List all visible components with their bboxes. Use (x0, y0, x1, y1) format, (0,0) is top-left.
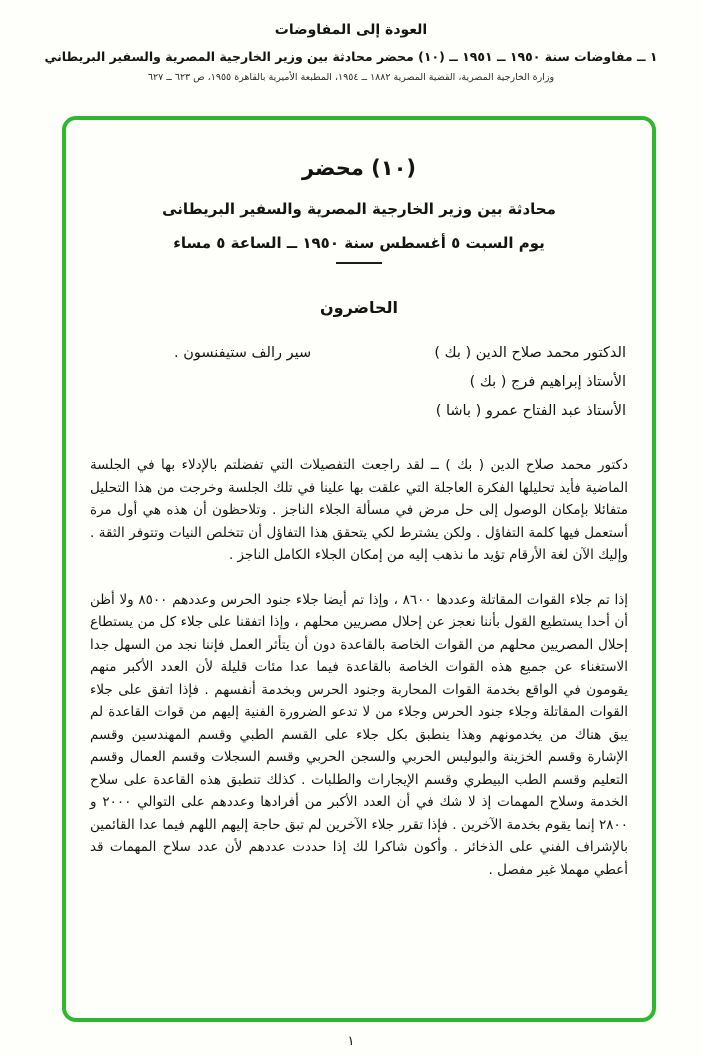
paragraph: إذا تم جلاء القوات المقاتلة وعددها ٨٦٠٠ ، وإذا تم أيضا جلاء جنود الحرس وعددهم ٨٥٠٠ ولا أظن أن أحدا يستطيع القول بأننا نعجز عن إحلال مصريين محلهم ، وإذا اتفقنا على جلاء كل من يستطاع إحلال المصريين محلهم من القوات الخاصة بالقاعدة دون أن يتأثر العمل فإننا نجد من السهل جدا الاستغناء عن جميع هذه القوات الخاصة بالقاعدة فيما عدا مئات قليلة لأن العدد الأكبر منهم يقومون في الواقع بخدمة القوات المحاربة وجنود الحرس وبخدمة أنفسهم . فإذا اتفق على جلاء القوات المقاتلة وجلاء جنود الحرس وجلاء من لا تدعو الضرورة الفنية إليهم من قوات القاعدة لم يبق هناك من يخدمونهم وهذا ينطبق بكل جلاء على القسم الطبي وقسم المهندسين وقسم الإشارة وقسم الخزينة والبوليس الحربي والسجن الحربي وقسم السجلات وقسم العمال وقسم التعليم وقسم الطب البيطري وقسم الإيجارات والطلبات . كذلك تنطبق هذه القاعدة على سلاح الخدمة وسلاح المهمات إذ لا شك في أن العدد الأكبر من أفرادها وعددهم على التوالي ٢٠٠٠ و ٢٨٠٠ إنما يقوم بخدمة الآخرين . فإذا تقرر جلاء الآخرين لم تبق حاجة إليهم اللهم فيما عدا القائمين بالإشراف الفني على الذخائر . وأكون شاكرا لك إذا حددت عددهم لأن عدد سلاح المهمات قد أعطي مهملا غير مفصل . (90, 591, 629, 878)
entry-line: ١ ــ مفاوضات سنة ١٩٥٠ ــ ١٩٥١ ــ (١٠) محضر محادثة بين وزير الخارجية المصرية والسفير البريطاني (44, 49, 658, 64)
section-title: العودة إلى المفاوضات (274, 22, 428, 38)
page-header (0, 0, 702, 83)
attendees-list (90, 345, 628, 432)
document-title: (١٠) محضر (301, 156, 417, 180)
attendees-heading: الحاضرون (319, 298, 399, 317)
document-date-line: يوم السبت ٥ أغسطس سنة ١٩٥٠ ــ الساعة ٥ مساء (173, 234, 545, 252)
green-frame (62, 116, 656, 1022)
attendees-egyptian-column (434, 345, 626, 432)
document-body (90, 156, 628, 881)
attendee-name: الدكتور محمد صلاح الدين ( بك ) (434, 345, 626, 361)
document-subtitle: محادثة بين وزير الخارجية المصرية والسفير البريطانى (162, 200, 556, 218)
divider (336, 262, 382, 264)
attendee-name: الأستاذ عبد الفتاح عمرو ( باشا ) (435, 403, 626, 419)
source-citation: وزارة الخارجية المصرية، القضية المصرية ١٨٨٢ ــ ١٩٥٤، المطبعة الأميرية بالقاهرة ١٩٥٥، ص ٦٢٣ ــ ٦٢٧ (147, 72, 555, 83)
attendee-british: سير رالف ستيفنسون . (174, 345, 312, 361)
paragraph: دكتور محمد صلاح الدين ( بك ) ــ لقد راجعت التفصيلات التي تفضلتم بالإدلاء بها في الجلسة الماضية فأيد تحليلها الفكرة العاجلة التي علقت بها علينا في تلك الجلسة وخرجت من هذا التحليل متفائلا بإمكان الوصول إلى حل مرض في مسألة الجلاء الناجز . وتلاحظون أن هذه هي أول مرة أستعمل فيها كلمة التفاؤل . ولكن يشترط لكي يتحقق هذا التفاؤل أن تتخلص النيات وتتوفر الثقة . وإليك الآن لغة الأرقام تؤيد ما نذهب إليه من إمكان الجلاء الكامل الناجز . (90, 457, 628, 563)
page-number: ١ (347, 1034, 355, 1049)
attendee-name: الأستاذ إبراهيم فرج ( بك ) (469, 374, 626, 390)
